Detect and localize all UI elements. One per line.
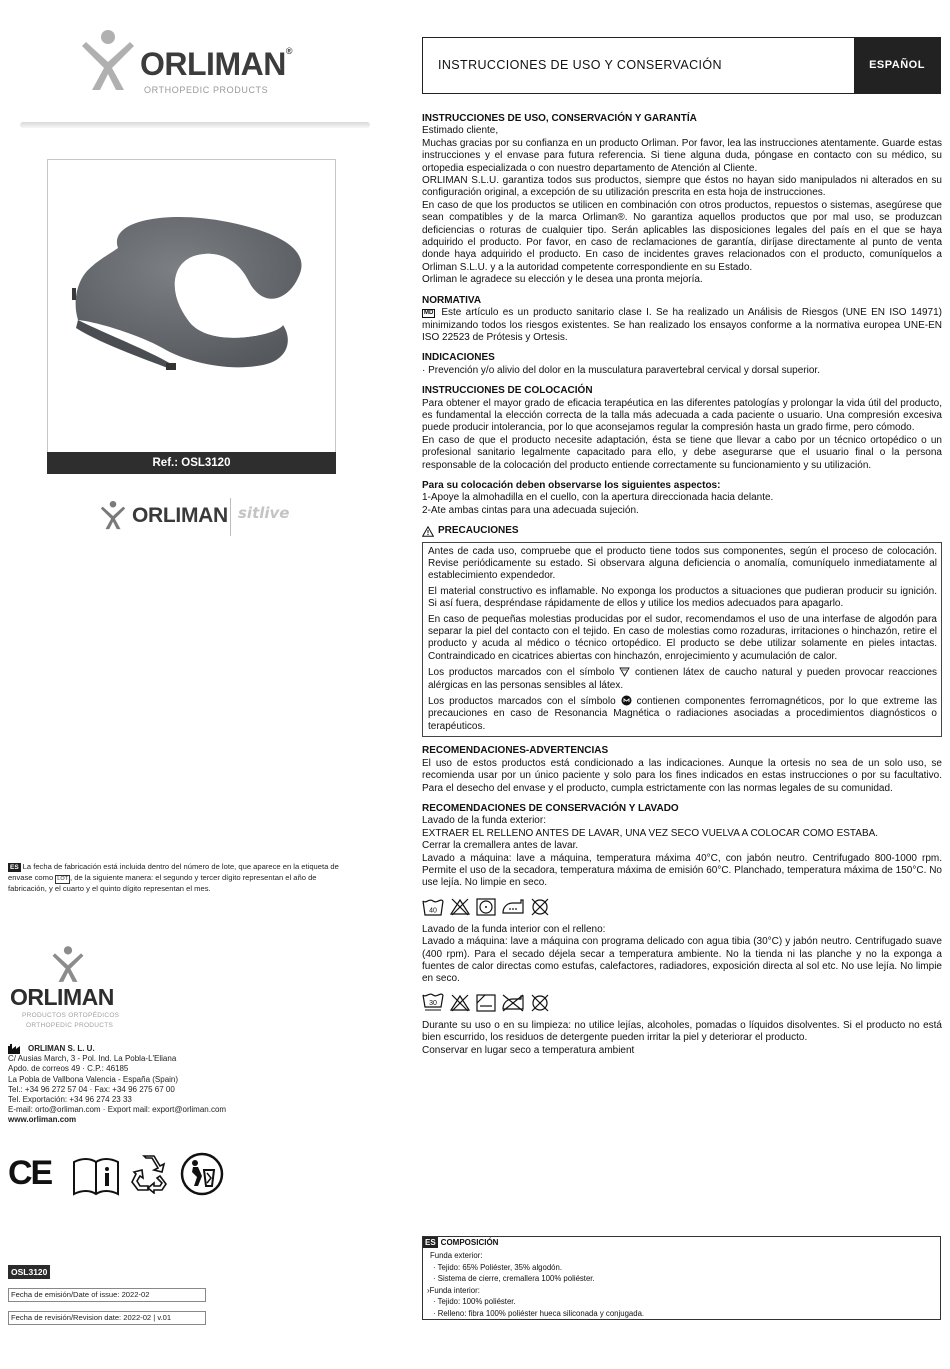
divider [20, 122, 370, 128]
brand-logo-bottom [10, 945, 170, 1035]
tumble-dry-icon [476, 898, 496, 916]
aspects-title: Para su colocación deben observarse los siguientes aspectos: [422, 479, 721, 491]
orliman-figure-icon [50, 945, 86, 983]
orliman-figure-icon [96, 500, 130, 530]
wash-40-icon [422, 898, 444, 916]
brand-tagline: ORTHOPEDIC PRODUCTS [144, 85, 269, 95]
recycle-icon [130, 1154, 170, 1194]
cobrand-orliman: ORLIMAN [132, 504, 228, 527]
manufacturer-address: ORLIMAN S. L. U. C/ Ausias March, 3 - Pol. Ind. La Pobla-L'Eliana Apdo. de correos 49 · C.P.: 46185 La Pobla de Vallbona Valencia - España (Spain) Tel.: +34 96 272 57 04 · Fax: +34 96 275 67 00 Tel. Exportación: +34 96 274 23 33 E-mail: orto@orliman.com · Export mail: export@orliman.com www.orliman.com [8, 1044, 338, 1126]
composition-box [422, 1236, 941, 1320]
no-dry-clean-icon [530, 994, 550, 1012]
care-symbols-outer [422, 896, 942, 918]
lot-note: ES La fecha de fabricación está incluida dentro del número de lote, que aparece en la etiqueta de envase como LOT , de la siguiente manera: el segundo y tercer dígito representan el año de fabricación, y el cuarto y el quinto dígito representan el mes. [8, 862, 339, 893]
section-title-recomendaciones: RECOMENDACIONES-ADVERTENCIAS [422, 745, 609, 757]
document-ref: OSL3120 [8, 1265, 50, 1279]
composition-list: Funda exterior: · Tejido: 65% Poliéster, 35% algodón. · Sistema de cierre, cremallera 100% poliéster. ›Funda interior: · Tejido: 100% poliéster. · Relleno: fibra 100% poliéster hueca siliconada y conjugada. [427, 1251, 645, 1318]
no-bleach-icon [449, 994, 471, 1012]
svg-text:40: 40 [429, 907, 437, 915]
company-name: ORLIMAN S. L. U. [8, 1044, 338, 1054]
product-image-frame [47, 159, 336, 474]
certification-symbols [8, 1150, 238, 1200]
no-dry-clean-icon [530, 898, 550, 916]
neck-pillow-image [48, 160, 335, 452]
warning-icon [422, 526, 434, 537]
iron-icon [501, 898, 525, 916]
issue-date: Fecha de emisión/Date of issue: 2022-02 [8, 1288, 206, 1302]
medical-device-icon: MD [424, 310, 434, 317]
cobrand-logo [96, 498, 296, 538]
instructions-book-icon [72, 1156, 120, 1196]
step-item: 1-Apoye la almohadilla en el cuello, con la apertura direccionada hacia delante. [422, 492, 774, 504]
no-iron-icon [501, 994, 525, 1012]
document-header [422, 37, 941, 94]
cobrand-sitlive: sitlive [238, 504, 290, 522]
section-title-normativa: NORMATIVA [422, 294, 482, 306]
section-title-lavado: RECOMENDACIONES DE CONSERVACIÓN Y LAVADO [422, 802, 679, 814]
section-title-colocacion: INSTRUCCIONES DE COLOCACIÓN [422, 385, 593, 397]
indication-item: · Prevención y/o alivio del dolor en la musculatura paravertebral cervical y dorsal superior. [422, 364, 820, 376]
care-symbols-inner [422, 992, 942, 1014]
page-title: INSTRUCCIONES DE USO Y CONSERVACIÓN [438, 58, 722, 72]
factory-icon [8, 1044, 24, 1054]
tidyman-recycling-icon [180, 1152, 224, 1196]
language-label: ESPAÑOL [854, 38, 940, 93]
normativa-text: MD Este artículo es un producto sanitario clase I. Se ha realizado un Análisis de Riesgos (UNE EN ISO 14971) minimizando todos los riesgos existentes. Se han realizado los ensayos conforme a la normativa europea UNE-EN ISO 22523 de Prótesis y Ortesis. [422, 307, 942, 343]
brand-name: ORLIMAN® [140, 46, 292, 82]
product-ref: Ref.: OSL3120 [47, 452, 336, 474]
revision-date: Fecha de revisión/Revision date: 2022-02 | v.01 [8, 1311, 206, 1325]
brand-tagline-en: ORTHOPEDIC PRODUCTS [26, 1022, 114, 1029]
dry-flat-shade-icon [476, 994, 496, 1012]
language-tag: ES [10, 864, 19, 871]
section-title-intro: INSTRUCCIONES DE USO, CONSERVACIÓN Y GARANTÍA [422, 113, 697, 124]
brand-tagline-es: PRODUCTOS ORTOPÉDICOS [22, 1012, 120, 1019]
latex-icon [619, 666, 630, 677]
brand-name: ORLIMAN [10, 984, 114, 1010]
language-tag: ES [425, 1238, 436, 1248]
wash-warning: EXTRAER EL RELLENO ANTES DE LAVAR, UNA VEZ SECO VUELVA A COLOCAR COMO ESTABA. [422, 827, 879, 839]
precautions-box: Antes de cada uso, compruebe que el producto tiene todos sus componentes, según el proceso de colocación. Revise periódicamente su estado. Si observara alguna deficiencia o anomalía, comuníquelo inmediatamente al establecimiento expendedor. El material constructivo es inflamable. No exponga los productos a situaciones que pudieran producir su ignición. Si así fuera, despréndase rápidamente de ellos y utilice los medios adecuados para apagarlo. En caso de pequeñas molestias producidas por el sudor, recomendamos el uso de una interfase de algodón para separar la piel del contacto con el tejido. En caso de molestias como rozaduras, irritaciones o hinchazón, retire el producto y acuda al médico o técnico ortopédico. El producto se debe utilizar solamente en pieles intactas. Contraindicado en cicatrices abiertas con hinchazón, enrojecimiento y acumulación de calor. Los productos marcados con el símbolo contienen látex de caucho natural y pueden provocar reacciones alérgicas en las personas sensibles al látex. Los productos marcados con el símbolo contienen componentes ferromagnéticos, por lo que extreme las precauciones en caso de Resonancia Magnética o radiaciones asociadas a procedimientos diagnósticos o terapéuticos. [422, 542, 942, 738]
ferromagnetic-icon [621, 695, 632, 706]
svg-text:30: 30 [429, 1000, 437, 1008]
no-bleach-icon [449, 898, 471, 916]
brand-logo [78, 28, 318, 100]
wash-30-delicate-icon [422, 992, 444, 1013]
ce-mark-icon: CE [8, 1154, 52, 1192]
divider [230, 498, 231, 536]
lot-symbol: LOT [57, 875, 68, 882]
website-link[interactable]: www.orliman.com [8, 1115, 77, 1125]
instructions-content: INSTRUCCIONES DE USO, CONSERVACIÓN Y GARANTÍA Estimado cliente, Muchas gracias por su confianza en un producto Orliman. Por favor, lea las instrucciones atentamente. Guarde estas instrucciones y el envase para futura referencia. Si tiene alguna duda, póngase en contacto con su médico, su ortopedia especializada o con nuestro departamento de Atención al Cliente. ORLIMAN S.L.U. garantiza todos sus productos, siempre que éstos no hayan sido manipulados ni alterados en su configuración original, a excepción de su utilización prescrita en esta hoja de instrucciones. En caso de que los productos se utilicen en combinación con otros productos, repuestos o sistemas, asegúrese que sean compatibles y de la marca Orliman®. No garantiza aquellos productos que por mal uso, se produzcan deficiencias o roturas de cualquier tipo. Serán aplicables las disposiciones legales del país en el que se haya adquirido el producto. Por favor, en caso de reclamaciones de garantía, diríjase directamente al punto de venta donde haya adquirido el producto. En caso de incidentes graves relacionados con el producto, comuníquelos a Orliman S.L.U. y a la autoridad competente correspondiente en su Estado. Orliman le agradece su elección y le desea una pronta mejoría. NORMATIVA MD Este artículo es un producto sanitario clase I. Se ha realizado un Análisis de Riesgos (UNE EN ISO 14971) minimizando todos los riesgos existentes. Se han realizado los ensayos conforme a la normativa europea UNE-EN ISO 22523 de Prótesis y Ortesis. INDICACIONES · Prevención y/o alivio del dolor en la musculatura paravertebral cervical y dorsal superior. INSTRUCCIONES DE COLOCACIÓN Para obtener el mayor grado de eficacia terapéutica en las diferentes patologías y prolongar la vida útil del producto, es fundamental la elección correcta de la talla más adecuada a cada paciente o usuario. Una compresión excesiva puede producir intolerancia, por lo que aconsejamos regular la compresión hasta un grado firme, pero cómodo. En caso de que el producto necesite adaptación, ésta se tiene que llevar a cabo por un técnico ortopédico o un profesional sanitario legalmente capacitado para ello, y debe asegurarse que el usuario final o la persona responsable de la colocación del producto entiende correctamente su funcionamiento y su utilización. Para su colocación deben observarse los siguientes aspectos: 1-Apoye la almohadilla en el cuello, con la apertura direccionada hacia delante. 2-Ate ambas cintas para una adecuada sujeción. PRECAUCIONES Antes de cada uso, compruebe que el producto tiene todos sus componentes, según el proceso de colocación. Revise periódicamente su estado. Si observara alguna deficiencia o anomalía, comuníquelo inmediatamente al establecimiento expendedor. El material constructivo es inflamable. No exponga los productos a situaciones que pudieran producir su ignición. Si así fuera, despréndase rápidamente de ellos y utilice los medios adecuados para apagarlo. En caso de pequeñas molestias producidas por el sudor, recomendamos el uso de una interfase de algodón para separar la piel del contacto con el tejido. En caso de molestias como rozaduras, irritaciones o hinchazón, retire el producto y acuda al médico o técnico ortopédico. El producto se debe utilizar solamente en pieles intactas. Contraindicado en cicatrices abiertas con hinchazón, enrojecimiento y acumulación de calor. Los productos marcados con el símbolo contienen látex de caucho natural y pueden provocar reacciones alérgicas en las personas sensibles al látex. Los productos marcados con el símbolo contienen componentes ferromagnéticos, por lo que extreme las precauciones en caso de Resonancia Magnética o radiaciones asociadas a procedimientos diagnósticos o terapéuticos. RECOMENDACIONES-ADVERTENCIAS El uso de estos productos está condicionado a las indicaciones. Aunque la ortesis no sea de un solo uso, se recomienda usar por un único paciente y solo para los fines indicados en estas instrucciones o por su facultativo. Para el desecho del envase y el producto, cumpla estrictamente con las normas legales de su comunidad. RECOMENDACIONES DE CONSERVACIÓN Y LAVADO Lavado de la funda exterior: EXTRAER EL RELLENO ANTES DE LAVAR, UNA VEZ SECO VUELVA A COLOCAR COMO ESTABA. Cerrar la cremallera antes de lavar. Lavado a máquina: lave a máquina, temperatura máxima 40°C, con jabón neutro. Centrifugado 800-1000 rpm. Permite el uso de la secadora, temperatura máxima de emisión 60°C. Planchado, temperatura máxima de 150°C. No use lejía. No limpie en seco. 40 Lavado de la funda interior con el relleno: Lavado a máquina: lave a máquina con programa delicado con agua tibia (30°C) y jabón neutro. Centrifugado suave (400 rpm). Para el secado déjela secar a temperatura ambiente. No la tienda ni las planche y no la exponga a fuentes de calor directas como estufas, calefactores, radiadores, exposición directa al sol etc. No use lejía. No limpie en seco. 30 Durante su uso o en su limpieza: no utilice lejías, alcoholes, pomadas o líquidos disolventes. Si el producto no está bien escurrido, los residuos de detergente pueden irritar la piel y deteriorar el producto. Conservar en lugar seco a temperatura ambient [422, 113, 942, 1056]
section-title-indicaciones: INDICACIONES [422, 352, 495, 364]
composition-header: ES COMPOSICIÓN [425, 1238, 499, 1248]
orliman-figure-icon [78, 28, 138, 92]
section-title-precauciones: PRECAUCIONES [422, 525, 942, 537]
step-item: 2-Ate ambas cintas para una adecuada sujeción. [422, 504, 639, 516]
